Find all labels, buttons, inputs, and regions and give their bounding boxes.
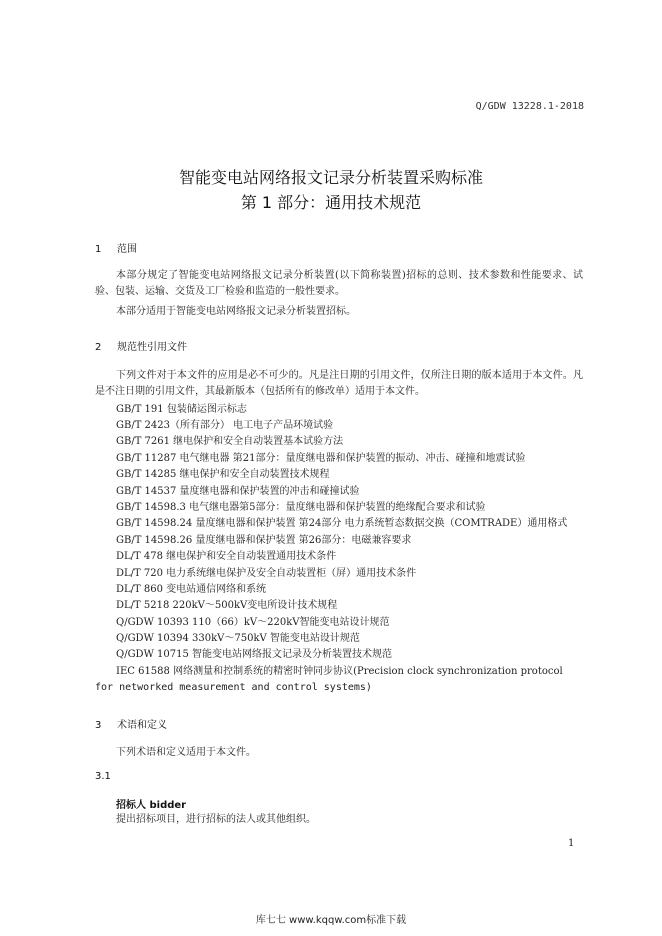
term-definition: 提出招标项目，进行招标的法人或其他组织。 [116,814,316,825]
reference-item: IEC 61588 网络测量和控制系统的精密时钟同步协议(Precision clock synchronization protocol [116,666,563,677]
reference-item: DL/T 860 变电站通信网络和系统 [116,584,267,595]
reference-item: Q/GDW 10393 110（66）kV～220kV智能变电站设计规范 [116,617,390,628]
reference-item: Q/GDW 10715 智能变电站网络报文记录及分析装置技术规范 [116,649,393,660]
section-3-heading [95,716,167,731]
standard-number: Q/GDW 13228.1-2018 [475,101,584,112]
document-subtitle: 第 1 部分：通用技术规范 [240,193,422,212]
reference-item: DL/T 720 电力系统继电保护及安全自动装置柜（屏）通用技术条件 [116,568,417,579]
section-2-title: 规范性引用文件 [117,342,187,353]
page-number: 1 [568,838,575,849]
section-3-title: 术语和定义 [117,720,167,731]
reference-continuation: for networked measurement and control systems) [95,682,372,693]
reference-item: GB/T 14598.26 量度继电器和保护装置 第26部分：电磁兼容要求 [116,535,412,546]
section-2-intro: 下列文件对于本文件的应用是必不可少的。凡是注日期的引用文件，仅所注日期的版本适用于本文件。凡是不注日期的引用文件，其最新版本（包括所有的修改单）适用于本文件。 [95,370,583,397]
section-3-number: 3 [95,720,102,731]
reference-item: GB/T 7261 继电保护和安全自动装置基本试验方法 [116,436,344,447]
reference-item: GB/T 14537 量度继电器和保护装置的冲击和碰撞试验 [116,486,360,497]
section-2-heading [95,338,187,353]
section-1-heading [95,240,137,255]
section-1-title: 范围 [117,244,137,255]
section-2-number: 2 [95,342,102,353]
term-title: 招标人 bidder [116,800,187,811]
section-1-paragraph-2: 本部分适用于智能变电站网络报文记录分析装置招标。 [116,306,356,317]
section-1-number: 1 [95,244,102,255]
reference-item: GB/T 14598.24 量度继电器和保护装置 第24部分 电力系统暂态数据交换（COMTRADE）通用格式 [116,518,568,529]
reference-item: GB/T 2423（所有部分） 电工电子产品环境试验 [116,420,334,431]
reference-item: DL/T 478 继电保护和安全自动装置通用技术条件 [116,551,337,562]
reference-item: DL/T 5218 220kV～500kV变电所设计技术规程 [116,600,338,611]
document-title: 智能变电站网络报文记录分析装置采购标准 [178,168,483,187]
footer-watermark: 库七七 www.kqqw.com标准下载 [255,915,407,926]
reference-item: GB/T 11287 电气继电器 第21部分：量度继电器和保护装置的振动、冲击、碰撞和地震试验 [116,453,526,464]
reference-item: Q/GDW 10394 330kV～750kV 智能变电站设计规范 [116,633,360,644]
reference-item: GB/T 191 包装储运图示标志 [116,404,247,415]
section-3-intro: 下列术语和定义适用于本文件。 [116,747,256,758]
reference-item: GB/T 14285 继电保护和安全自动装置技术规程 [116,469,330,480]
subsection-number: 3.1 [95,771,111,782]
section-1-paragraph-1: 本部分规定了智能变电站网络报文记录分析装置(以下简称装置)招标的总则、技术参数和性能要求、试验、包装、运输、交货及工厂检验和监造的一般性要求。 [95,270,583,297]
reference-item: GB/T 14598.3 电气继电器第5部分：量度继电器和保护装置的绝缘配合要求和试验 [116,502,486,513]
